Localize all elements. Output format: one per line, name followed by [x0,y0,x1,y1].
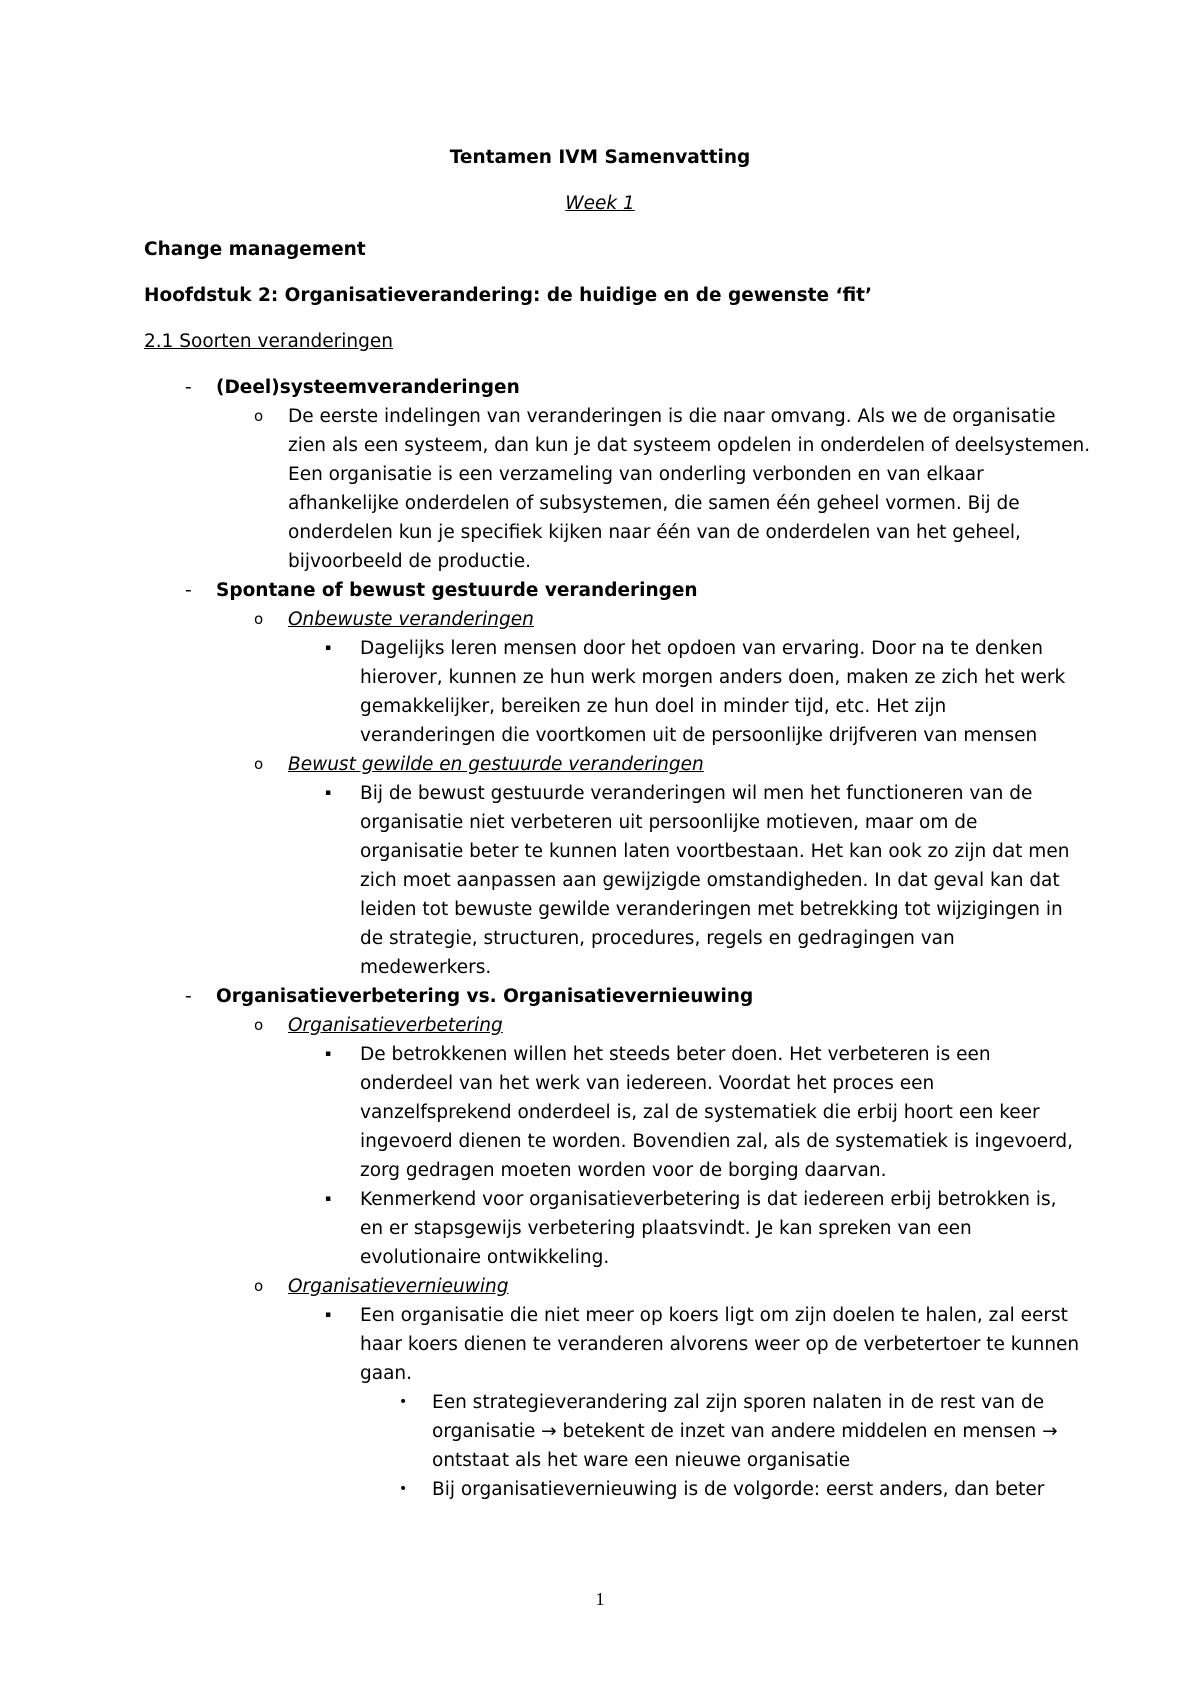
item-verbetering-vs-vernieuwing: Organisatieverbetering vs. Organisatievernieuwing [216,986,754,1007]
section-heading: 2.1 Soorten veranderingen [144,331,393,352]
square-marker: ▪ [325,1194,332,1204]
paragraph-line: ontstaat als het ware een nieuwe organisatie [432,1450,851,1471]
page-number: 1 [595,1589,605,1609]
heading-change-management: Change management [144,239,366,260]
paragraph-line: vanzelfsprekend onderdeel is, zal de systematiek die erbij hoort een keer [360,1102,1040,1123]
paragraph-line: onderdelen kun je specifiek kijken naar één van de onderdelen van het geheel, [288,522,1021,543]
circle-marker: o [254,407,264,425]
chapter-heading: Hoofdstuk 2: Organisatieverandering: de huidige en de gewenste ‘fit’ [144,285,873,306]
dash-marker: - [185,986,192,1007]
square-marker: ▪ [325,1310,332,1320]
paragraph-line: afhankelijke onderdelen of subsystemen, die samen één geheel vormen. Bij de [288,493,1020,514]
item-spontane-veranderingen: Spontane of bewust gestuurde veranderingen [216,580,698,601]
square-marker: ▪ [325,1049,332,1059]
subitem-bewust-gewilde-veranderingen: Bewust gewilde en gestuurde veranderingen [288,754,704,775]
item-deelsysteemveranderingen: (Deel)systeemveranderingen [216,377,520,398]
paragraph-line: Een strategieverandering zal zijn sporen nalaten in de rest van de [432,1392,1045,1413]
paragraph-line: gemakkelijker, bereiken ze hun doel in minder tijd, etc. Het zijn [360,696,947,717]
paragraph-line: Bij de bewust gestuurde veranderingen wil men het functioneren van de [360,783,1033,804]
paragraph-line: organisatie beter te kunnen laten voortbestaan. Het kan ook zo zijn dat men [360,841,1070,862]
paragraph-line: medewerkers. [360,957,492,978]
circle-marker: o [254,1016,264,1034]
week-label: Week 1 [565,193,635,214]
paragraph-line: organisatie niet verbeteren uit persoonlijke motieven, maar om de [360,812,978,833]
paragraph-line: Kenmerkend voor organisatieverbetering is dat iedereen erbij betrokken is, [360,1189,1057,1210]
paragraph-line: Een organisatie die niet meer op koers ligt om zijn doelen te halen, zal eerst [360,1305,1068,1326]
paragraph-line: De betrokkenen willen het steeds beter doen. Het verbeteren is een [360,1044,991,1065]
paragraph-line: bijvoorbeeld de productie. [288,551,532,572]
paragraph-line: Dagelijks leren mensen door het opdoen van ervaring. Door na te denken [360,638,1044,659]
bullet-marker: • [399,1394,408,1410]
square-marker: ▪ [325,643,332,653]
paragraph-line: onderdeel van het werk van iedereen. Voordat het proces een [360,1073,935,1094]
paragraph-line: zich moet aanpassen aan gewijzigde omstandigheden. In dat geval kan dat [360,870,1060,891]
paragraph-line: gaan. [360,1363,413,1384]
paragraph-line: de strategie, structuren, procedures, regels en gedragingen van [360,928,955,949]
paragraph-line: De eerste indelingen van veranderingen is die naar omvang. Als we de organisatie [288,406,1056,427]
paragraph-line: Een organisatie is een verzameling van onderling verbonden en van elkaar [288,464,984,485]
paragraph-line: haar koers dienen te veranderen alvorens weer op de verbetertoer te kunnen [360,1334,1080,1355]
circle-marker: o [254,1277,264,1295]
paragraph-line: zorg gedragen moeten worden voor de borging daarvan. [360,1160,887,1181]
paragraph-line: ingevoerd dienen te worden. Bovendien zal, als de systematiek is ingevoerd, [360,1131,1074,1152]
subitem-onbewuste-veranderingen: Onbewuste veranderingen [288,609,534,630]
paragraph-line: organisatie → betekent de inzet van andere middelen en mensen → [432,1421,1058,1442]
paragraph-line: en er stapsgewijs verbetering plaatsvindt. Je kan spreken van een [360,1218,972,1239]
subitem-organisatieverbetering: Organisatieverbetering [288,1015,503,1036]
dash-marker: - [185,580,192,601]
bullet-marker: • [399,1481,408,1497]
dash-marker: - [185,377,192,398]
square-marker: ▪ [325,788,332,798]
circle-marker: o [254,755,264,773]
paragraph-line: Bij organisatievernieuwing is de volgorde: eerst anders, dan beter [432,1479,1045,1500]
paragraph-line: veranderingen die voortkomen uit de persoonlijke drijfveren van mensen [360,725,1038,746]
subitem-organisatievernieuwing: Organisatievernieuwing [288,1276,509,1297]
paragraph-line: zien als een systeem, dan kun je dat systeem opdelen in onderdelen of deelsystemen. [288,435,1091,456]
paragraph-line: hierover, kunnen ze hun werk morgen anders doen, maken ze zich het werk [360,667,1066,688]
paragraph-line: leiden tot bewuste gewilde veranderingen met betrekking tot wijzigingen in [360,899,1063,920]
paragraph-line: evolutionaire ontwikkeling. [360,1247,610,1268]
document-title: Tentamen IVM Samenvatting [449,147,751,168]
circle-marker: o [254,610,264,628]
